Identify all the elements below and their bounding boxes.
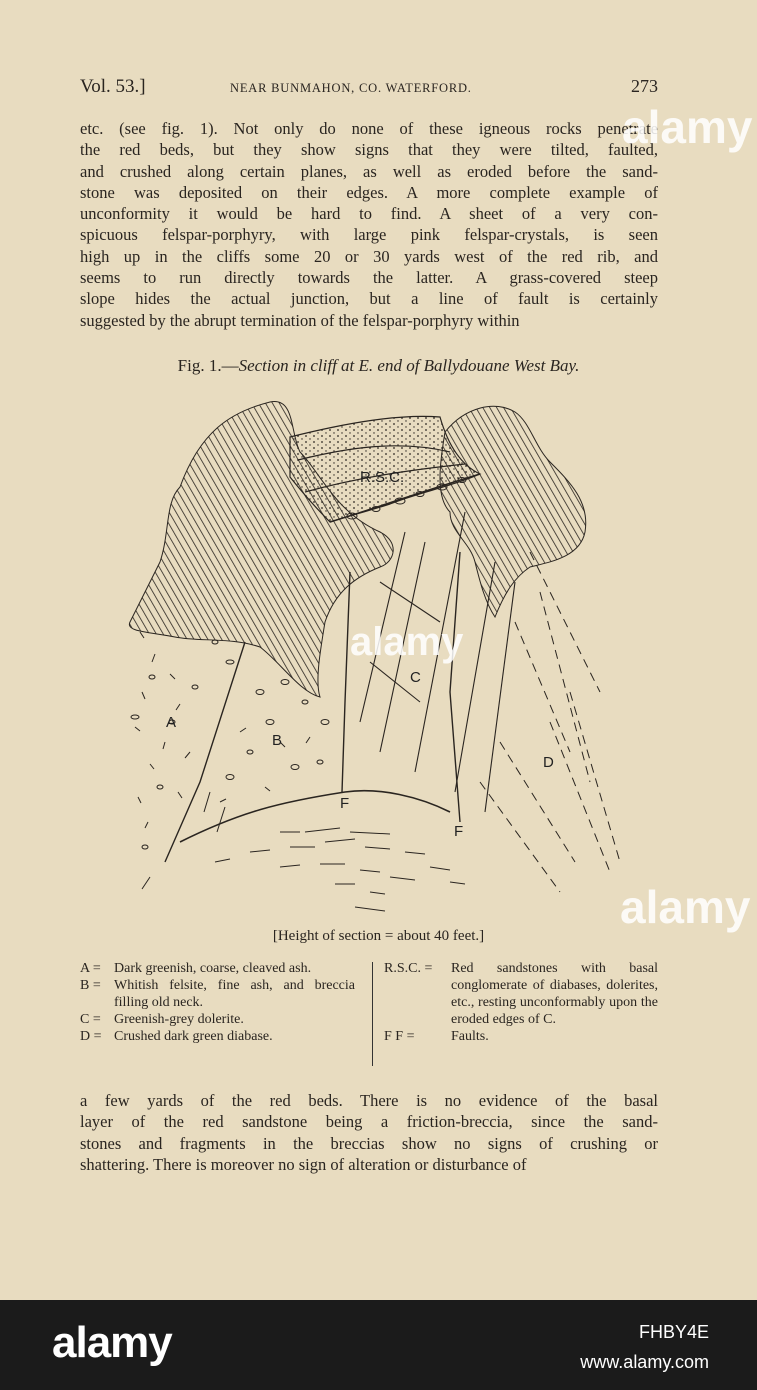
legend-description: Crushed dark green diabase. — [114, 1029, 273, 1044]
label-fault-2: F — [454, 823, 464, 840]
legend-description: Red sandstones with basal conglomerate of diabases, dolerites, etc., resting unconformably upon the eroded edges of C. — [451, 961, 658, 1027]
fault-line-f2 — [450, 552, 460, 822]
talus-scree — [142, 828, 465, 911]
running-title: NEAR BUNMAHON, CO. WATERFORD. — [230, 81, 472, 95]
legend-description: Faults. — [451, 1029, 489, 1044]
legend-key: B = — [80, 978, 101, 993]
text-line: seems to run directly towards the latter. A grass-covered steep — [80, 268, 658, 288]
legend-divider — [372, 962, 373, 1066]
legend-entry-a — [80, 960, 355, 977]
legend-entry-c — [80, 1011, 355, 1028]
text-line: shattering. There is moreover no sign of alteration or disturbance of — [80, 1154, 527, 1174]
alamy-logo: alamy — [52, 1318, 172, 1367]
watermark-logo: alamy — [350, 620, 464, 664]
legend-entry-b — [80, 977, 355, 1011]
text-line: etc. (see fig. 1). Not only do none of these igneous rocks penetrate — [80, 119, 658, 138]
paragraph-bottom — [80, 1090, 658, 1175]
text-line: a few yards of the red beds. There is no evidence of the basal — [80, 1091, 658, 1110]
caption-title: Section in cliff at E. end of Ballydouane West Bay. — [238, 356, 580, 375]
label-d: D — [543, 754, 554, 771]
legend-key: R.S.C. = — [384, 961, 433, 976]
text-line: the red beds, but they show signs that they were tilted, faulted, — [80, 140, 658, 160]
image-id: FHBY4E — [638, 1322, 709, 1342]
figure-caption — [0, 356, 757, 376]
ash-fragments — [131, 632, 234, 849]
paragraph-top — [80, 118, 658, 331]
label-fault-1: F — [340, 795, 350, 812]
text-line: and crushed along certain planes, as well as eroded before the sand- — [80, 161, 658, 181]
neck-dolerite-boundary — [342, 572, 350, 792]
height-note: [Height of section = about 40 feet.] — [272, 928, 485, 944]
watermark-footer — [0, 1300, 757, 1390]
legend-entry-faults — [384, 1028, 658, 1045]
legend-right — [384, 960, 658, 1045]
caption-prefix: Fig. 1.— — [177, 356, 239, 375]
legend-entry-d — [80, 1028, 355, 1045]
watermark-logo: alamy — [620, 881, 751, 933]
legend-description: Greenish-grey dolerite. — [114, 1012, 244, 1027]
legend-entry-rsc — [384, 960, 658, 1028]
label-rsc: R.S.C. — [360, 469, 405, 486]
text-line: suggested by the abrupt termination of the felspar-porphyry within — [80, 310, 520, 330]
text-line: spicuous felspar-porphyry, with large pink felspar-crystals, is seen — [80, 225, 658, 245]
legend-key: D = — [80, 1029, 102, 1044]
legend-left — [80, 960, 355, 1045]
fault-line-f — [180, 791, 450, 842]
page-number: 273 — [631, 76, 658, 96]
grass-slope-right — [440, 406, 586, 617]
text-line: stone was deposited on their edges. A more complete example of — [80, 182, 658, 202]
site-url: www.alamy.com — [580, 1352, 709, 1372]
label-c: C — [410, 669, 421, 686]
ash-neck-boundary — [165, 642, 245, 862]
legend-description: Dark greenish, coarse, cleaved ash. — [114, 961, 312, 976]
text-line: layer of the red sandstone being a friction-breccia, since the sand- — [80, 1112, 658, 1132]
page-header — [80, 76, 658, 100]
watermark-logo: alamy — [622, 101, 753, 153]
legend-description: Whitish felsite, fine ash, and breccia filling old neck. — [114, 978, 355, 1010]
legend-key: C = — [80, 1012, 101, 1027]
label-b: B — [272, 732, 283, 749]
text-line: high up in the cliffs some 20 or 30 yards west of the red rib, and — [80, 246, 658, 266]
breccia-fragments — [204, 680, 329, 833]
text-line: unconformity it would be hard to find. A sheet of a very con- — [80, 204, 658, 224]
label-a: A — [166, 714, 177, 731]
volume-label: Vol. 53.] — [80, 76, 146, 97]
legend-key: F F = — [384, 1029, 415, 1044]
text-line: stones and fragments in the breccias show no signs of crushing or — [80, 1133, 658, 1153]
legend-key: A = — [80, 961, 101, 976]
text-line: slope hides the actual junction, but a line of fault is certainly — [80, 289, 658, 309]
